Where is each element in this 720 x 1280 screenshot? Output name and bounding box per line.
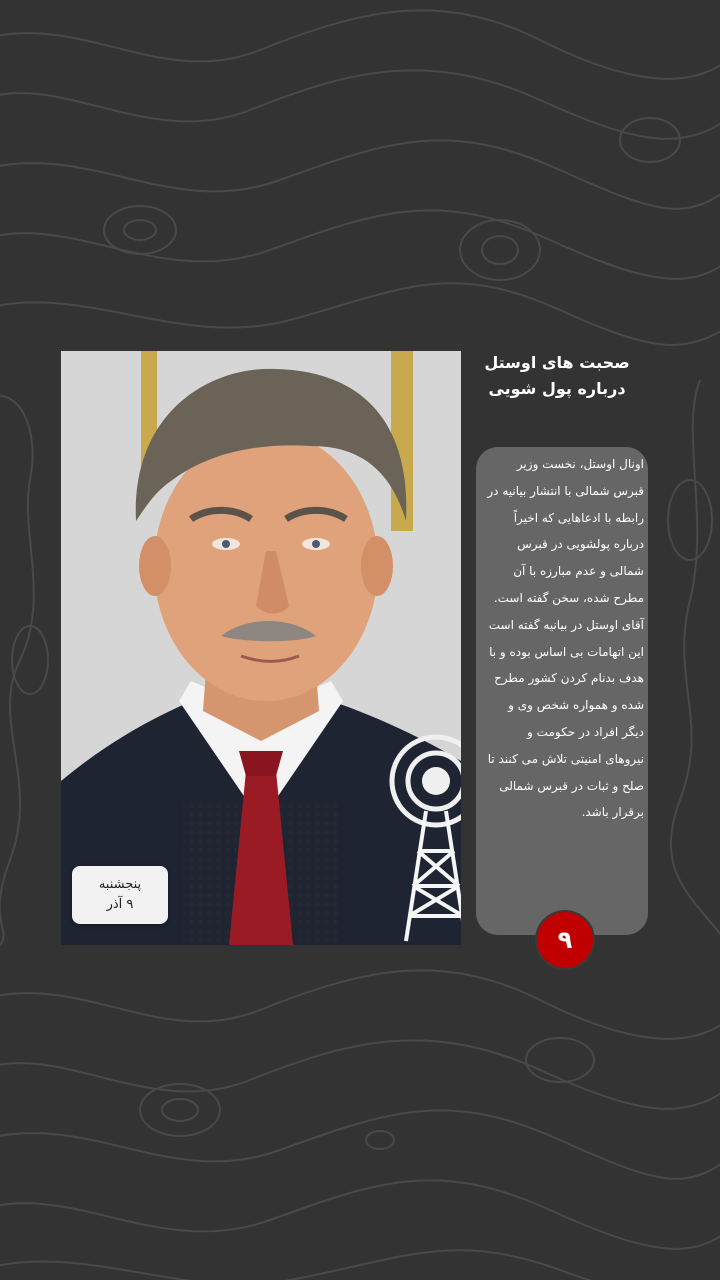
article-body-text: اونال اوستل، نخست وزیر قبرس شمالی با انتشار بیانیه در رابطه با ادعاهایی که اخیراً درباره پولشویی در قبرس شمالی و عدم مبارزه با آن مطرح شده، سخن گفته است. آقای اوستل در بیانیه گفته است این اتهامات بی اساس بوده و با هدف بدنام کردن کشور مطرح شده و همواره شخص وی و دیگر افراد در حکومت و نیروهای امنیتی تلاش می کنند تا صلح و ثبات در قبرس شمالی برقرار باشد. xyxy=(487,457,644,820)
portrait-photo xyxy=(61,351,461,945)
date-day-month: ۹ آذر xyxy=(106,897,134,912)
portrait-illustration xyxy=(61,351,461,945)
page-number-badge: ۹ xyxy=(535,910,595,970)
date-badge xyxy=(72,866,168,924)
article-headline: صحبت های اوستل درباره پول شویی xyxy=(484,353,630,398)
date-weekday: پنجشنبه xyxy=(98,877,142,892)
